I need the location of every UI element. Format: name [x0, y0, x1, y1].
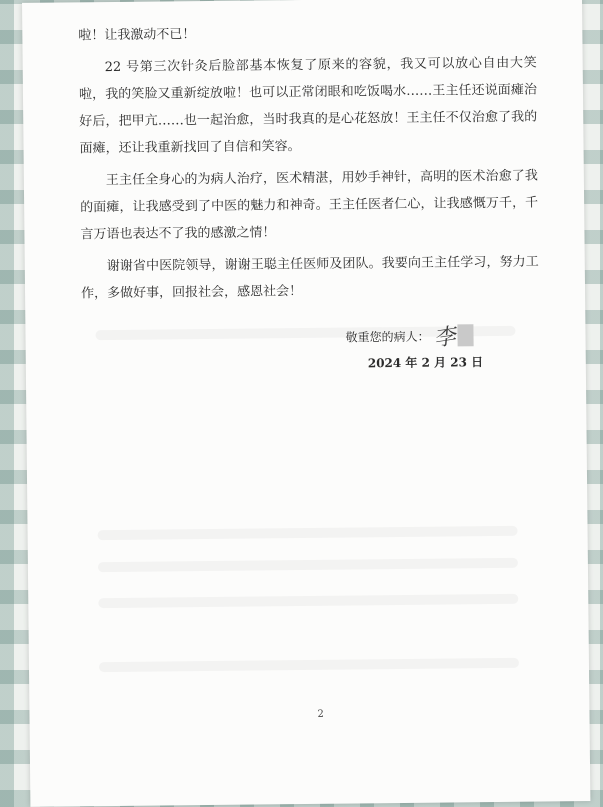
- letter-page: [22, 0, 590, 807]
- paragraph: 王主任全身心的为病人治疗，医术精湛，用妙手神针，高明的医术治愈了我的面瘫，让我感受到了中医的魅力和神奇。王主任医者仁心，让我感慨万千，千言万语也表达不了我的感激之情！: [80, 168, 539, 243]
- show-through-line: [99, 658, 519, 672]
- closing-label: 敬重您的病人：: [345, 329, 430, 345]
- redaction-block: [457, 324, 473, 346]
- letter-date: 2024 年 2 月 23 日: [367, 355, 484, 371]
- letter-body: [78, 18, 539, 313]
- signature-line: [345, 320, 545, 350]
- page-number: 2: [317, 708, 324, 720]
- paragraph: 谢谢省中医院领导，谢谢王聪主任医师及团队。我要向王主任学习，努力工作，多做好事，回报社会，感恩社会！: [80, 254, 539, 302]
- paragraph: 啦！让我激动不已！: [78, 27, 196, 44]
- handwritten-signature: [433, 320, 473, 351]
- show-through-line: [98, 594, 518, 608]
- signature-text: 李: [432, 323, 458, 352]
- paragraph: 22 号第三次针灸后脸部基本恢复了原来的容貌，我又可以放心自由大笑啦，我的笑脸又重新绽放啦！也可以正常闭眼和吃饭喝水……王主任还说面瘫治好后，把甲亢……也一起治愈，当时我真的是心花怒放！王主任不仅治愈了我的面瘫，还让我重新找回了自信和笑容。: [78, 55, 538, 157]
- letter-closing: [345, 320, 546, 371]
- show-through-line: [98, 558, 518, 572]
- show-through-line: [98, 526, 518, 540]
